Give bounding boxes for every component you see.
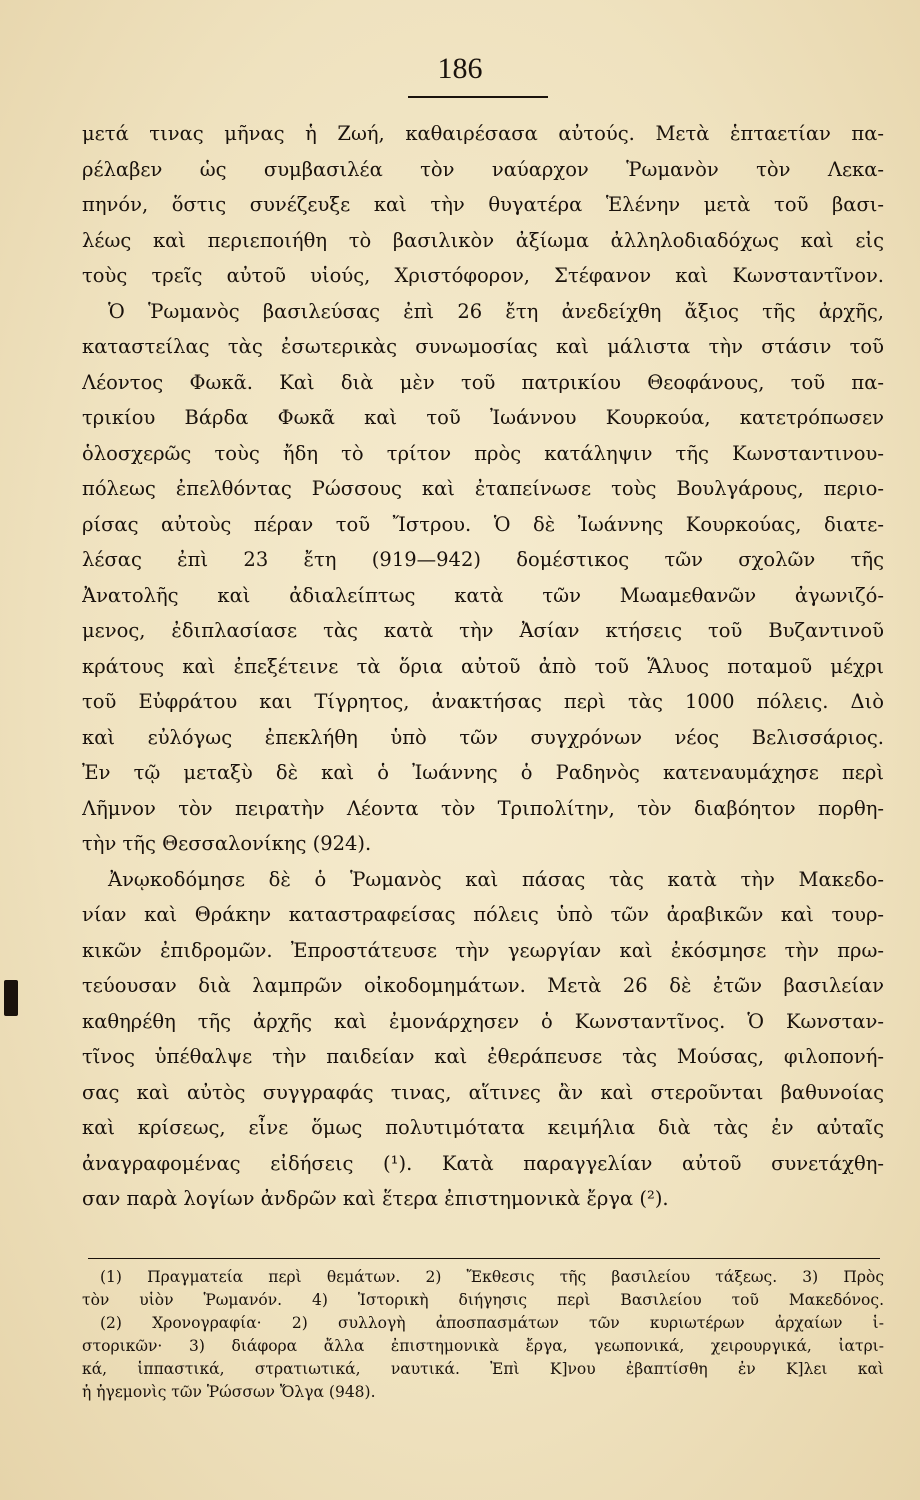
body-line: ρέλαβεν ὡς συμβασιλέα τὸν ναύαρχον Ῥωμανὸν τὸν Λεκα-: [82, 157, 884, 181]
body-line: λέως καὶ περιεποιήθη τὸ βασιλικὸν ἀξίωμα ἀλληλοδιαδόχως καὶ εἰς: [82, 228, 884, 252]
body-line: κράτους καὶ ἐπεξέτεινε τὰ ὅρια αὐτοῦ ἀπὸ τοῦ Ἅλυος ποταμοῦ μέχρι: [82, 654, 884, 678]
footnote-line: τὸν υἱὸν Ῥωμανόν. 4) Ἱστορικὴ διήγησις περὶ Βασιλείου τοῦ Μακεδόνος.: [82, 1291, 884, 1309]
body-line: Ὁ Ῥωμανὸς βασιλεύσας ἐπὶ 26 ἔτη ἀνεδείχθη ἄξιος τῆς ἀρχῆς,: [108, 299, 884, 323]
body-line: τοὺς τρεῖς αὐτοῦ υἱούς, Χριστόφορον, Στέφανον καὶ Κωνσταντῖνον.: [82, 264, 884, 287]
footnote-rule: [88, 1258, 880, 1259]
body-line: καὶ κρίσεως, εἶνε ὅμως πολυτιμότατα κειμήλια διὰ τὰς ἐν αὐταῖς: [82, 1116, 884, 1139]
body-line: ρίσας αὐτοὺς πέραν τοῦ Ἴστρου. Ὁ δὲ Ἰωάννης Κουρκούας, διατε-: [82, 512, 884, 536]
body-line: λέσας ἐπὶ 23 ἔτη (919—942) δομέστικος τῶν σχολῶν τῆς: [82, 548, 884, 571]
body-line: τρικίου Βάρδα Φωκᾶ καὶ τοῦ Ἰωάννου Κουρκούα, κατετρόπωσεν: [82, 406, 884, 429]
body-line: καθηρέθη τῆς ἀρχῆς καὶ ἐμονάρχησεν ὁ Κωνσταντῖνος. Ὁ Κωνσταν-: [82, 1009, 884, 1033]
body-line: ὁλοσχερῶς τοὺς ἤδη τὸ τρίτον πρὸς κατάληψιν τῆς Κωνσταντινου-: [82, 441, 884, 465]
body-line: Ἀνῳκοδόμησε δὲ ὁ Ῥωμανὸς καὶ πάσας τὰς κατὰ τὴν Μακεδο-: [108, 867, 884, 891]
body-line: πόλεως ἐπελθόντας Ρώσσους καὶ ἐταπείνωσε τοὺς Βουλγάρους, περιο-: [82, 477, 884, 500]
body-line: τῖνος ὑπέθαλψε τὴν παιδείαν καὶ ἐθεράπευσε τὰς Μούσας, φιλοπονή-: [82, 1045, 884, 1068]
body-line: πηνόν, ὅστις συνέζευξε καὶ τὴν θυγατέρα Ἑλένην μετὰ τοῦ βασι-: [82, 193, 884, 216]
margin-mark: [4, 980, 18, 1016]
footnote-line: (2) Χρονογραφία· 2) συλλογὴ ἀποσπασμάτων τῶν κυριωτέρων ἀρχαίων ἱ-: [100, 1314, 884, 1332]
body-line: μετά τινας μῆνας ἡ Ζωή, καθαιρέσασα αὐτούς. Μετὰ ἑπταετίαν πα-: [82, 122, 884, 145]
body-line: νίαν καὶ Θράκην καταστραφείσας πόλεις ὑπὸ τῶν ἀραβικῶν καὶ τουρ-: [82, 903, 884, 926]
body-line: Ἀνατολῆς καὶ ἀδιαλείπτως κατὰ τῶν Μωαμεθανῶν ἀγωνιζό-: [82, 583, 884, 607]
body-line: τὴν τῆς Θεσσαλονίκης (924).: [82, 832, 372, 855]
footnote-line: κά, ἱππαστικά, στρατιωτικά, ναυτικά. Ἐπὶ Κ]νου ἐβαπτίσθη ἐν Κ]λει καὶ: [82, 1360, 884, 1378]
body-line: τοῦ Εὐφράτου και Τίγρητος, ἀνακτήσας περὶ τὰς 1000 πόλεις. Διὸ: [82, 690, 884, 713]
body-line: ἀναγραφομένας εἰδήσεις (¹). Κατὰ παραγγελίαν αὐτοῦ συνετάχθη-: [82, 1151, 884, 1175]
body-text: [82, 116, 884, 1217]
body-line: σαν παρὰ λογίων ἀνδρῶν καὶ ἕτερα ἐπιστημονικὰ ἔργα (²).: [82, 1187, 669, 1210]
body-line: τεύουσαν διὰ λαμπρῶν οἰκοδομημάτων. Μετὰ 26 δὲ ἐτῶν βασιλείαν: [82, 974, 884, 997]
footnote-line: στορικῶν· 3) διάφορα ἄλλα ἐπιστημονικὰ ἔργα, γεωπονικά, χειρουργικά, ἰατρι-: [82, 1337, 884, 1355]
body-line: Λέοντος Φωκᾶ. Καὶ διὰ μὲν τοῦ πατρικίου Θεοφάνους, τοῦ πα-: [82, 370, 884, 394]
body-line: Λῆμνον τὸν πειρατὴν Λέοντα τὸν Τριπολίτην, τὸν διαβόητον πορθη-: [82, 796, 884, 820]
body-line: σας καὶ αὐτὸς συγγραφάς τινας, αἵτινες ἂν καὶ στεροῦνται βαθυνοίας: [82, 1080, 884, 1104]
footnote-line: ἡ ἡγεμονὶς τῶν Ῥώσσων Ὄλγα (948).: [82, 1383, 376, 1401]
header-rule: [408, 96, 548, 98]
footnotes: [82, 1266, 884, 1404]
body-line: Ἐν τῷ μεταξὺ δὲ καὶ ὁ Ἰωάννης ὁ Ραδηνὸς κατεναυμάχησε περὶ: [82, 761, 884, 784]
body-line: κικῶν ἐπιδρομῶν. Ἐπροστάτευσε τὴν γεωργίαν καὶ ἐκόσμησε τὴν πρω-: [82, 938, 884, 962]
body-line: μενος, ἐδιπλασίασε τὰς κατὰ τὴν Ἀσίαν κτήσεις τοῦ Βυζαντινοῦ: [82, 619, 884, 642]
body-line: καὶ εὐλόγως ἐπεκλήθη ὑπὸ τῶν συγχρόνων νέος Βελισσάριος.: [82, 725, 884, 749]
page-number: 186: [437, 52, 483, 85]
footnote-line: (1) Πραγματεία περὶ θεμάτων. 2) Ἔκθεσις τῆς βασιλείου τάξεως. 3) Πρὸς: [100, 1268, 884, 1286]
body-line: καταστείλας τὰς ἐσωτερικὰς συνωμοσίας καὶ μάλιστα τὴν στάσιν τοῦ: [82, 335, 884, 358]
